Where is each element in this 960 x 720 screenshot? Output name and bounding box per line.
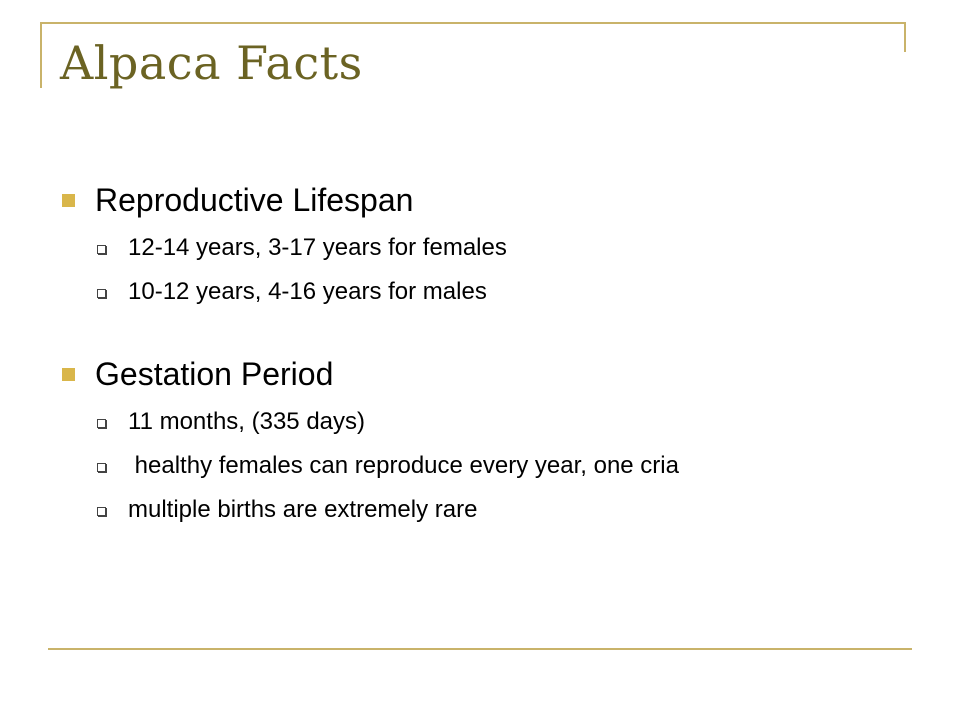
list-item: 10-12 years, 4-16 years for males [128,278,487,305]
section-heading: Reproductive Lifespan [95,182,414,218]
list-item: 11 months, (335 days) [128,408,366,435]
hollow-square-bullet-icon [97,507,106,516]
section-reproductive-lifespan [62,178,882,310]
slide-content [62,178,882,528]
sub-list [62,230,882,310]
bullet-level-2 [95,404,882,440]
bullet-level-2 [95,274,882,310]
square-bullet-icon [62,368,75,381]
section-gestation-period [62,352,882,528]
hollow-square-bullet-icon [97,419,106,428]
slide-title: Alpaca Facts [60,36,363,90]
frame-top-line [40,22,906,24]
sub-list [62,404,882,528]
bullet-level-2 [95,230,882,266]
bullet-level-1 [62,352,882,396]
bullet-level-2 [95,448,882,484]
bullet-level-1 [62,178,882,222]
list-item: healthy females can reproduce every year, one cria [128,452,679,479]
bullet-level-2 [95,492,882,528]
frame-bottom-line [48,648,912,650]
frame-left-line [40,22,42,88]
hollow-square-bullet-icon [97,289,106,298]
hollow-square-bullet-icon [97,245,106,254]
square-bullet-icon [62,194,75,207]
list-item: multiple births are extremely rare [128,496,478,523]
section-heading: Gestation Period [95,356,334,392]
frame-right-line [904,22,906,52]
list-item: 12-14 years, 3-17 years for females [128,234,507,261]
hollow-square-bullet-icon [97,463,106,472]
